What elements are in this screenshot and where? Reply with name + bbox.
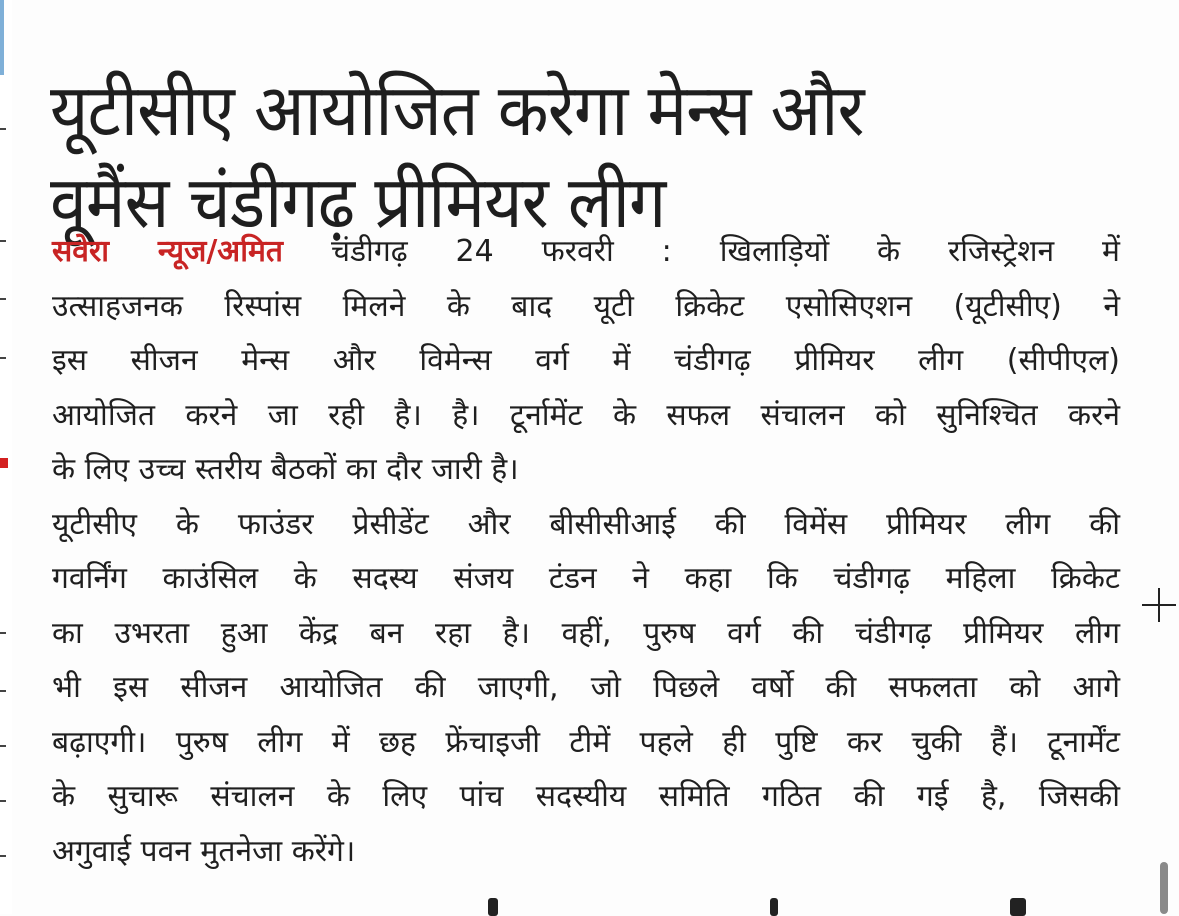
article-line: के सुचारू संचालन के लिए पांच सदस्यीय समिति गठित की गई है, जिसकी	[52, 779, 1120, 814]
margin-tick	[0, 745, 6, 747]
margin-red-mark	[0, 458, 8, 468]
margin-tick	[0, 800, 6, 802]
cropped-next-line-fragment	[770, 898, 778, 916]
article-line: गवर्निंग काउंसिल के सदस्य संजय टंडन ने कहा कि चंडीगढ़ महिला क्रिकेट	[52, 561, 1120, 596]
article-body	[52, 225, 1120, 879]
margin-tick	[0, 855, 6, 857]
article-line: के लिए उच्च स्तरीय बैठकों का दौर जारी है।	[52, 452, 519, 487]
cropped-next-line-fragment	[1010, 898, 1026, 916]
byline: सवेरा न्यूज/अमित	[52, 234, 284, 269]
article-line: आयोजित करने जा रही है। है। टूर्नामेंट के सफल संचालन को सुनिश्चित करने	[52, 397, 1120, 433]
headline	[50, 64, 970, 248]
article-line	[52, 225, 1120, 280]
dateline-text: चंडीगढ़ 24 फरवरी : खिलाड़ियों के रजिस्ट्रेशन में	[283, 234, 1120, 269]
margin-tick	[0, 690, 6, 692]
page-left-edge	[0, 0, 12, 914]
article-line: इस सीजन मेन्स और विमेन्स वर्ग में चंडीगढ़ प्रीमियर लीग (सीपीएल)	[52, 343, 1120, 378]
article-line: बढ़ाएगी। पुरुष लीग में छह फ्रेंचाइजी टीमें पहले ही पुष्टि कर चुकी हैं। टूनार्मेंट	[52, 724, 1120, 760]
margin-tick	[0, 128, 6, 130]
margin-tick	[0, 240, 6, 242]
cropped-next-line-fragment	[488, 898, 498, 916]
article-line: अगुवाई पवन मुतनेजा करेंगे।	[52, 833, 356, 869]
article-line: का उभरता हुआ केंद्र बन रहा है। वहीं, पुरुष वर्ग की चंडीगढ़ प्रीमियर लीग	[52, 615, 1120, 651]
crosshair-cursor-icon	[1142, 588, 1176, 622]
margin-tick	[0, 298, 6, 300]
article-line: उत्साहजनक रिस्पांस मिलने के बाद यूटी क्रिकेट एसोसिएशन (यूटीसीए) ने	[52, 288, 1120, 324]
margin-tick	[0, 357, 6, 359]
margin-tick	[0, 632, 6, 634]
article-line: भी इस सीजन आयोजित की जाएगी, जो पिछले वर्षो की सफलता को आगे	[52, 670, 1120, 705]
headline-line-2: वूमैंस चंडीगढ़ प्रीमियर लीग	[50, 160, 666, 245]
scrollbar-thumb[interactable]	[1160, 862, 1168, 914]
article-line: यूटीसीए के फाउंडर प्रेसीडेंट और बीसीसीआई की विमेंस प्रीमियर लीग की	[52, 506, 1120, 542]
headline-line-1: यूटीसीए आयोजित करेगा मेन्स और	[50, 68, 864, 153]
left-blue-strip	[0, 0, 4, 75]
